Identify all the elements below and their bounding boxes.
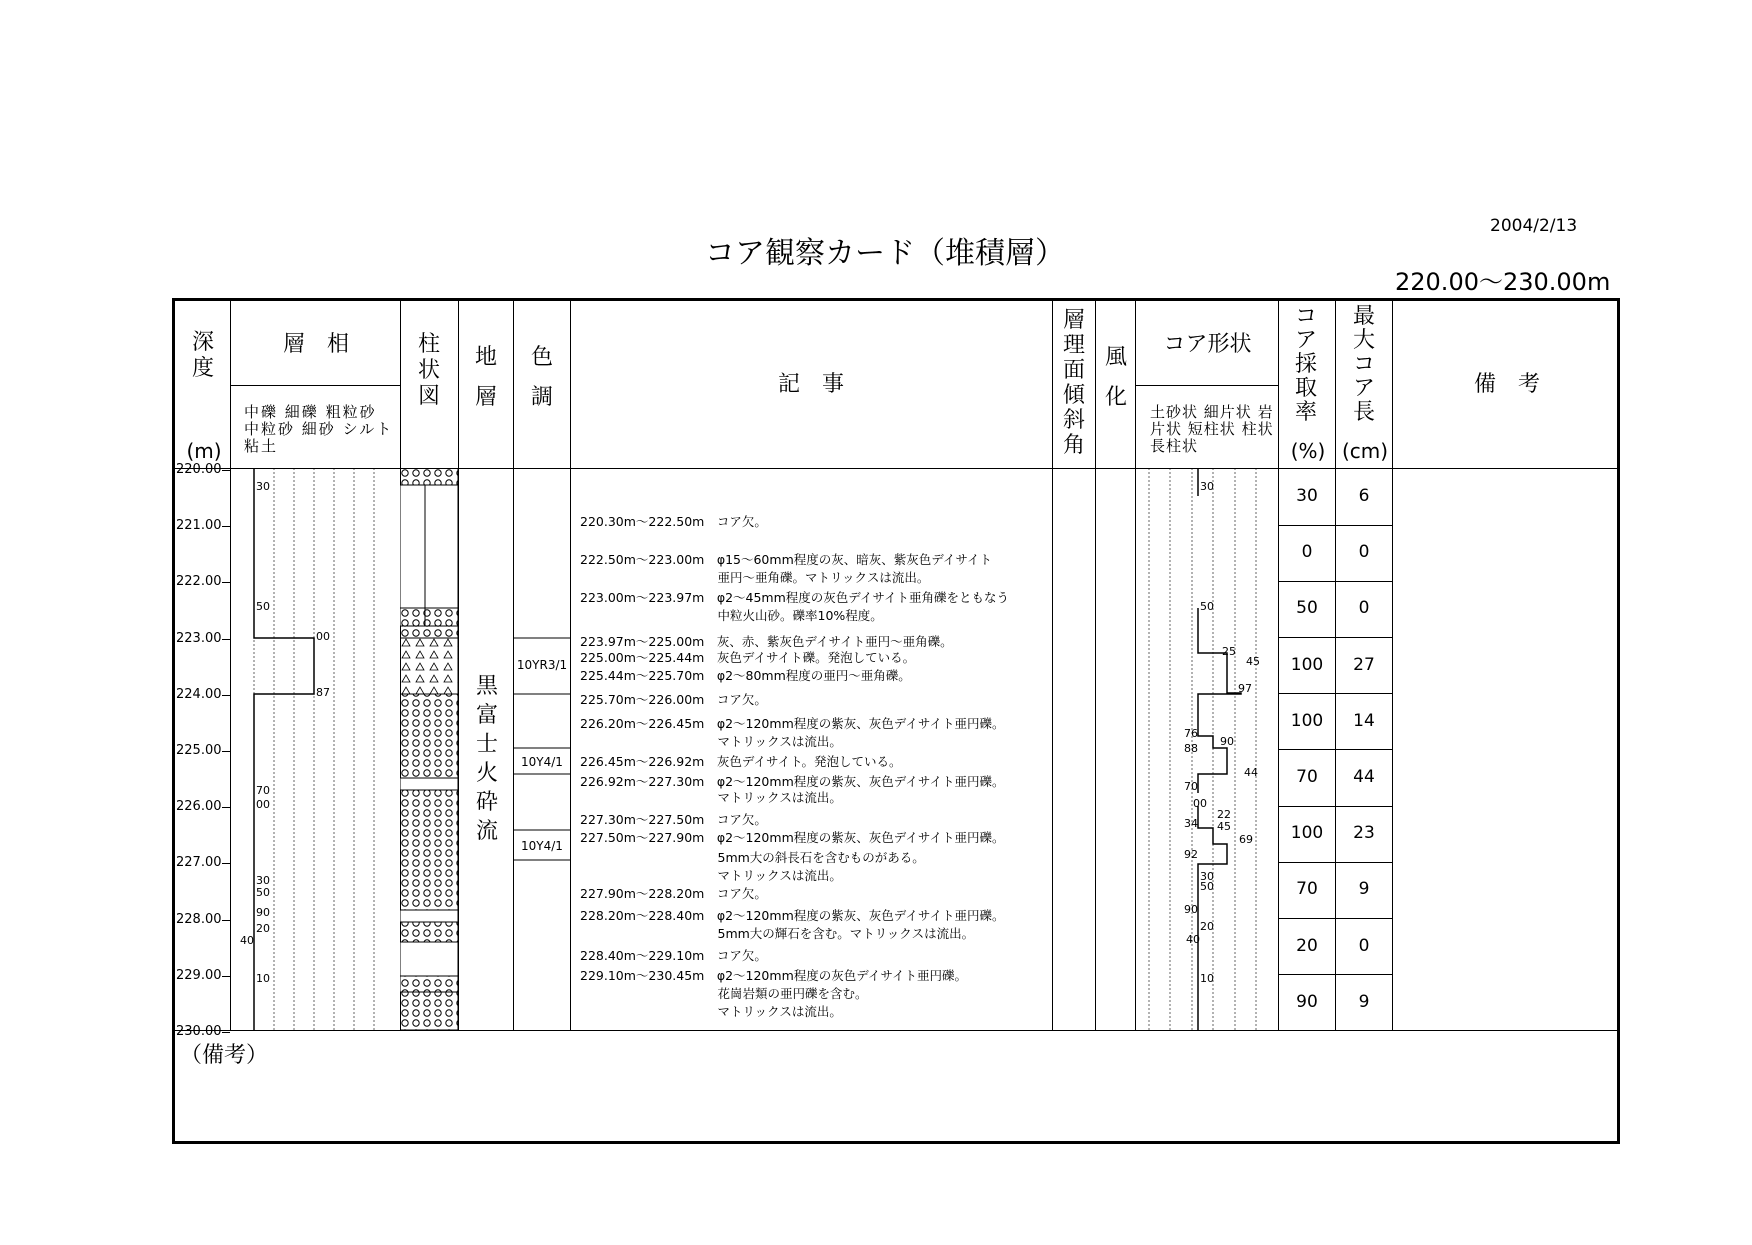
recovery-value: 100 <box>1290 654 1324 675</box>
core-mark: 90 <box>1220 735 1234 748</box>
row-line <box>1278 693 1392 694</box>
sub-header-line <box>230 385 400 386</box>
header-facies: 層 相 <box>282 332 349 357</box>
depth-label: 223.00 <box>176 630 222 646</box>
depth-tick <box>222 863 230 864</box>
col-line <box>1052 298 1053 1030</box>
core-mark: 22 <box>1217 808 1231 821</box>
article-line: 中粒火山砂。礫率10%程度。 <box>580 608 883 623</box>
depth-tick <box>222 920 230 921</box>
article-line: 5mm大の輝石を含む。マトリックスは流出。 <box>580 926 975 941</box>
core-mark: 10 <box>1200 972 1214 985</box>
facies-mark: 40 <box>240 934 254 947</box>
header-recovery: コア採取率 <box>1294 304 1317 425</box>
max-length-value: 9 <box>1358 991 1370 1012</box>
depth-label: 221.00 <box>176 518 222 534</box>
article-line: 228.20m～228.40m φ2～120mm程度の紫灰、灰色デイサイト亜円礫。 <box>580 908 1005 923</box>
article-line: マトリックスは流出。 <box>580 790 842 805</box>
facies-mark: 00 <box>256 798 270 811</box>
header-recovery-unit: (%) <box>1290 439 1326 463</box>
depth-range: 220.00～230.00m <box>1395 268 1611 296</box>
article-line: 225.00m～225.44m 灰色デイサイト礫。発泡している。 <box>580 650 916 665</box>
facies-log <box>230 468 400 1030</box>
depth-tick <box>222 751 230 752</box>
header-color: 色 調 <box>530 345 553 410</box>
depth-tick <box>222 807 230 808</box>
formation-name: 黒富士火砕流 <box>476 674 499 844</box>
depth-label: 225.00 <box>176 743 222 758</box>
core-mark: 69 <box>1239 833 1253 846</box>
core-mark: 92 <box>1184 848 1198 861</box>
row-line <box>1278 525 1392 526</box>
depth-tick <box>222 582 230 583</box>
recovery-value: 90 <box>1296 991 1318 1012</box>
facies-mark: 50 <box>256 600 270 613</box>
article-line: 227.90m～228.20m コア欠。 <box>580 886 767 901</box>
color-value: 10YR3/1 <box>516 658 568 672</box>
depth-label: 226.00 <box>176 799 222 815</box>
color-value: 10Y4/1 <box>521 755 563 769</box>
article-line: 226.20m～226.45m φ2～120mm程度の紫灰、灰色デイサイト亜円礫。 <box>580 716 1005 731</box>
header-max-length: 最大コア長 <box>1352 304 1375 425</box>
recovery-value: 100 <box>1290 710 1324 731</box>
facies-mark: 30 <box>256 874 270 887</box>
article-line: 225.44m～225.70m φ2～80mm程度の亜円～亜角礫。 <box>580 668 911 683</box>
max-length-value: 44 <box>1353 767 1375 787</box>
row-line <box>1278 974 1392 975</box>
color-value: 10Y4/1 <box>521 839 563 853</box>
article-line: 亜円～亜角礫。マトリックスは流出。 <box>580 570 930 585</box>
depth-label: 230.00 <box>176 1024 222 1039</box>
header-core-shape: コア形状 <box>1163 332 1252 357</box>
col-line <box>1095 298 1096 1030</box>
remarks-label: （備考） <box>180 1043 269 1068</box>
depth-tick <box>222 639 230 640</box>
depth-label: 227.00 <box>176 855 222 871</box>
header-weathering: 風 化 <box>1104 345 1127 410</box>
row-line <box>1278 581 1392 582</box>
columnar-section <box>400 468 458 1030</box>
article-line: 5mm大の斜長石を含むものがある。 <box>580 850 925 865</box>
max-length-value: 0 <box>1358 542 1370 563</box>
header-article: 記 事 <box>777 372 844 397</box>
max-length-value: 6 <box>1358 486 1370 506</box>
max-length-value: 27 <box>1353 654 1375 675</box>
body-bottom-line <box>172 1030 1620 1031</box>
article-line: 228.40m～229.10m コア欠。 <box>580 948 767 963</box>
recovery-value: 20 <box>1296 935 1318 956</box>
facies-mark: 00 <box>316 630 330 643</box>
max-length-value: 0 <box>1358 935 1370 956</box>
core-mark: 70 <box>1184 780 1198 793</box>
depth-tick <box>222 1032 230 1033</box>
core-mark: 88 <box>1184 742 1198 755</box>
core-mark: 20 <box>1200 920 1214 933</box>
article-line: 223.97m～225.00m 灰、赤、紫灰色デイサイト亜円～亜角礫。 <box>580 634 953 649</box>
core-mark: 44 <box>1244 766 1258 779</box>
article-line: 226.45m～226.92m 灰色デイサイト。発泡している。 <box>580 754 902 769</box>
header-facies-sub: 中礫 細礫 粗粒砂 中粒砂 細砂 シルト 粘土 <box>244 403 394 455</box>
recovery-value: 30 <box>1296 486 1318 506</box>
core-mark: 50 <box>1200 600 1214 613</box>
depth-tick <box>222 470 230 471</box>
sub-header-line <box>1135 385 1278 386</box>
depth-label: 228.00 <box>176 911 222 927</box>
row-line <box>1278 637 1392 638</box>
article-line: 花崗岩類の亜円礫を含む。 <box>580 986 868 1001</box>
depth-label: 229.00 <box>176 967 222 983</box>
core-mark: 25 <box>1222 645 1236 658</box>
row-line <box>1278 918 1392 919</box>
core-mark: 97 <box>1238 682 1252 695</box>
core-mark: 45 <box>1246 655 1260 668</box>
max-length-value: 9 <box>1358 879 1370 900</box>
header-dip: 層理面傾斜角 <box>1062 308 1085 458</box>
core-mark: 45 <box>1217 820 1231 833</box>
max-length-value: 0 <box>1358 598 1370 619</box>
page-title: コア観察カード（堆積層） <box>705 236 1065 271</box>
core-mark: 00 <box>1193 797 1207 810</box>
facies-mark: 10 <box>256 972 270 985</box>
article-line: マトリックスは流出。 <box>580 734 842 749</box>
article-line: 225.70m～226.00m コア欠。 <box>580 692 767 707</box>
article-line: 220.30m～222.50m コア欠。 <box>580 514 767 529</box>
core-shape-log <box>1135 468 1278 1030</box>
header-formation: 地 層 <box>474 345 497 410</box>
core-mark: 40 <box>1186 933 1200 946</box>
row-line <box>1278 806 1392 807</box>
facies-mark: 70 <box>256 784 270 797</box>
recovery-value: 70 <box>1296 879 1318 900</box>
article-line: マトリックスは流出。 <box>580 1004 842 1019</box>
depth-label: 222.00 <box>176 574 222 590</box>
article-line: マトリックスは流出。 <box>580 868 842 883</box>
core-mark: 30 <box>1200 870 1214 883</box>
facies-mark: 20 <box>256 922 270 935</box>
depth-label: 220.00 <box>176 462 222 477</box>
col-line <box>570 298 571 1030</box>
recovery-value: 70 <box>1296 767 1318 787</box>
max-length-value: 23 <box>1353 823 1375 844</box>
recovery-value: 0 <box>1301 542 1313 563</box>
depth-tick <box>222 976 230 977</box>
date: 2004/2/13 <box>1490 216 1578 236</box>
col-line <box>1392 298 1393 1030</box>
header-core-shape-sub: 土砂状 細片状 岩片状 短柱状 柱状 長柱状 <box>1150 403 1274 455</box>
article-line: 227.30m～227.50m コア欠。 <box>580 812 767 827</box>
facies-mark: 87 <box>316 686 330 699</box>
core-mark: 50 <box>1200 880 1214 893</box>
facies-mark: 90 <box>256 906 270 919</box>
depth-label: 224.00 <box>176 686 222 702</box>
depth-tick <box>222 526 230 527</box>
header-depth: 深 度 <box>191 330 214 381</box>
recovery-value: 50 <box>1296 598 1318 619</box>
row-line <box>1278 749 1392 750</box>
header-depth-unit: (m) <box>186 439 222 463</box>
row-line <box>1278 862 1392 863</box>
core-mark: 76 <box>1184 727 1198 740</box>
article-line: 227.50m～227.90m φ2～120mm程度の紫灰、灰色デイサイト亜円礫。 <box>580 830 1005 845</box>
depth-tick <box>222 695 230 696</box>
max-length-value: 14 <box>1353 710 1375 731</box>
recovery-value: 100 <box>1290 823 1324 844</box>
col-line <box>458 298 459 1030</box>
core-mark: 90 <box>1184 903 1198 916</box>
core-mark: 30 <box>1200 480 1214 493</box>
header-max-length-unit: (cm) <box>1341 439 1389 463</box>
article-line: 229.10m～230.45m φ2～120mm程度の灰色デイサイト亜円礫。 <box>580 968 967 983</box>
facies-mark: 30 <box>256 480 270 493</box>
header-remarks: 備 考 <box>1473 372 1540 397</box>
color-column <box>513 468 570 1030</box>
facies-mark: 50 <box>256 886 270 899</box>
article-line: 226.92m～227.30m φ2～120mm程度の紫灰、灰色デイサイト亜円礫。 <box>580 774 1005 789</box>
core-mark: 34 <box>1184 817 1198 830</box>
header-column: 柱 状 図 <box>417 332 440 409</box>
article-line: 222.50m～223.00m φ15～60mm程度の灰、暗灰、紫灰色デイサイト <box>580 552 992 567</box>
article-line: 223.00m～223.97m φ2～45mm程度の灰色デイサイト亜角礫をともなう <box>580 590 1010 605</box>
